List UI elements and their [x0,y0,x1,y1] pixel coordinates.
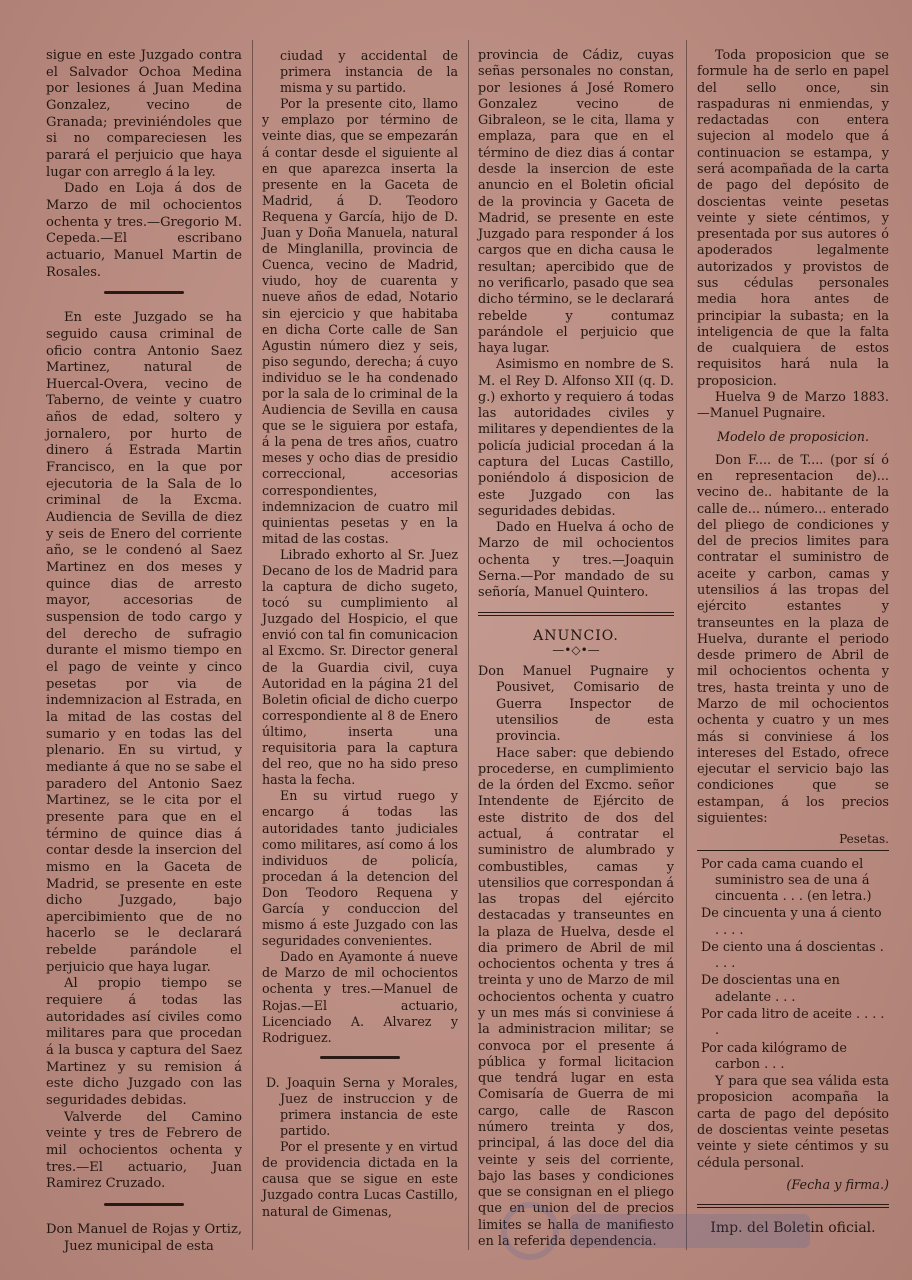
column-divider [686,40,687,1250]
col3-paragraph: Dado en Huelva á ocho de Marzo de mil ochocientos ochenta y tres.—Joaquin Serna.—Por mandado de su señoría, Manuel Quintero. [478,520,674,601]
printer-footer: Imp. del Boletin oficial. [710,1220,876,1237]
fecha-firma: (Fecha y firma.) [786,1177,889,1193]
col1-paragraph: Al propio tiempo se requiere á todas las autoridades así civiles como militares para que procedan á la busca y captura del Saez Martinez y su remision á este dicho Juzgado con las seguridades debidas. [46,976,242,1109]
col1-paragraph: Valverde del Camino veinte y tres de Febrero de mil ochocientos ochenta y tres.—El actuario, Juan Ramirez Cruzado. [46,1109,242,1192]
separator [104,1203,184,1206]
column-1 [46,48,242,1255]
col2-paragraph: D. Joaquin Serna y Morales, Juez de instruccion y de primera instancia de este partido. [266,1074,458,1139]
double-rule [697,1204,889,1208]
col4-paragraph: Y para que sea válida esta proposicion acompaña la carta de pago del depósito de doscientas veinte pesetas veinte y siete céntimos y su cédula personal. [697,1074,889,1171]
price-item: Por cada cama cuando el suministro sea de una á cincuenta . . . (en letra.) [701,856,872,905]
col2-paragraph: Dado en Ayamonte á nueve de Marzo de mil ochocientos ochenta y tres.—Manuel de Rojas.—El actuario, Licenciado A. Alvarez y Rodriguez. [262,949,458,1045]
column-3 [478,48,674,1250]
col2-paragraph: Por el presente y en virtud de providencia dictada en la causa que se sigue en este Juzgado contra Lucas Castillo, natural de Gimenas, [262,1139,458,1219]
col3-paragraph: Hace saber: que debiendo procederse, en cumplimiento de la órden del Excmo. señor Intendente de Ejército de este distrito de dos del actual, á contratar el suministro de alumbrado y combustibles, camas y utensilios que correspondan á las tropas del ejército destacadas y transeuntes en la plaza de Huelva, desde el dia primero de Abril de mil ochocientos ochenta y tres á treinta y uno de Marzo de mil ochocientos ochenta y cuatro y un mes más si conviniese á la administracion militar; se convoca por el presente á pública y formal licitacion que tendrá lugar en esta Comisaría de Guerra de mi cargo, calle de Rascon número treinta y dos, principal, á las doce del dia veinte y seis del corriente, bajo las bases y condiciones que se consignan en el pliego que en union del de precios limites se halla de manifiesto en la referida dependencia. [478,745,674,1249]
model-heading: Modelo de proposicion. [716,430,870,446]
separator [320,1056,400,1059]
col3-paragraph: Don Manuel Pugnaire y Pousivet, Comisario de Guerra Inspector de utensilios de esta provincia. [478,664,674,745]
col4-paragraph: Huelva 9 de Marzo 1883.—Manuel Pugnaire. [697,389,889,422]
col2-paragraph: ciudad y accidental de primera instancia de la misma y su partido. [280,48,458,96]
col2-paragraph: Por la presente cito, llamo y emplazo por término de veinte dias, que se empezarán á contar desde el siguiente al en que aparezca inserta la presente en la Gaceta de Madrid, á D. Teodoro Requena y García, hijo de D. Juan y Doña Manuela, natural de Minglanilla, provincia de Cuenca, vecino de Madrid, viudo, hoy de cuarenta y nueve años de edad, Notario sin ejercicio y que habitaba en dicha Corte calle de San Agustin número diez y seis, piso segundo, derecha; á cuyo individuo se le ha condenado por la sala de lo criminal de la Audiencia de Sevilla en causa que se le siguiera por estafa, á la pena de tres años, cuatro meses y ocho dias de presidio correccional, accesorias correspondientes, indemnizacion de cuatro mil quinientas pesetas y en la mitad de las costas. [262,96,458,546]
col1-paragraph: sigue en este Juzgado contra el Salvador Ochoa Medina por lesiones á Juan Medina Gonzalez, vecino de Granada; previniéndoles que si no compareciesen les parará el perjuicio que haya lugar con arreglo á la ley. [46,48,242,180]
col1-paragraph: Dado en Loja á dos de Marzo de mil ochocientos ochenta y tres.—Gregorio M. Cepeda.—El escribano actuario, Manuel Martin de Rosales. [46,181,242,280]
price-item: Por cada kilógramo de carbon . . . [701,1040,847,1072]
price-item: De doscientas una en adelante . . . [701,973,840,1005]
anuncio-ornament: —•◇•— [552,642,600,657]
price-item: De cincuenta y una á ciento . . . . [701,906,882,938]
column-divider [252,40,253,1250]
col4-paragraph: Toda proposicion que se formule ha de serlo en papel del sello once, sin raspaduras ni enmiendas, y redactadas con entera sujecion al modelo que á continuacion se estampa, y será acompañada de la carta de pago del depósito de doscientas veinte pesetas veinte y siete céntimos, y presentada por sus autores ó apoderados legalmente autorizados y provistos de sus cédulas personales media hora antes de principiar la subasta; en la inteligencia de que la falta de cualquiera de estos requisitos hará nula la proposicion. [697,48,889,389]
price-list [697,857,889,1074]
col1-paragraph: Don Manuel de Rojas y Ortiz, Juez municipal de esta [46,1221,242,1254]
col3-paragraph: Asimismo en nombre de S. M. el Rey D. Alfonso XII (q. D. g.) exhorto y requiero á todas las autoridades civiles y militares y dependientes de la policía judicial procedan á la captura del Lucas Castillo, poniéndolo á disposicion de este Juzgado con las seguridades debidas. [478,357,674,519]
col2-paragraph: Librado exhorto al Sr. Juez Decano de los de Madrid para la captura de dicho sugeto, tocó su cumplimiento al Juzgado del Hospicio, el que envió con tal fin comunicacion al Excmo. Sr. Director general de la Guardia civil, cuya Autoridad en la página 21 del Boletin oficial de dicho cuerpo correspondiente al 8 de Enero último, inserta una requisitoria para la captura del reo, que no ha sido preso hasta la fecha. [262,546,458,788]
column-2 [262,48,458,1220]
anuncio-heading: ANUNCIO. [533,627,619,644]
price-item: De ciento una á doscientas . . . . [701,939,884,972]
column-4 [697,48,889,1236]
column-divider [468,40,469,1250]
pesetas-header: Pesetas. [697,831,889,850]
col2-paragraph: En su virtud ruego y encargo á todas las autoridades tanto judiciales como militares, así como á los individuos de policía, procedan á la detencion del Don Teodoro Requena y García y conduccion del mismo á este Juzgado con las seguridades convenientes. [262,788,458,949]
col1-paragraph: En este Juzgado se ha seguido causa criminal de oficio contra Antonio Saez Martinez, natural de Huercal-Overa, vecino de Taberno, de veinte y cuatro años de edad, soltero y jornalero, por hurto de dinero á Estrada Martin Francisco, en la que por ejecutoria de la Sala de lo criminal de la Excma. Audiencia de Sevilla de diez y seis de Enero del corriente año, se le condenó al Saez Martinez en dos meses y quince dias de arresto mayor, accesorias de suspension de todo cargo y del derecho de sufragio durante el mismo tiempo en el pago de veinte y cinco pesetas por via de indemnizacion al Estrada, en la mitad de las costas del sumario y en todas las del plenario. En su virtud, y mediante á que no se sabe el paradero del Antonio Saez Martinez, se le cita por el presente para que en el término de quince dias á contar desde la insercion del mismo en la Gaceta de Madrid, se presente en este dicho Juzgado, bajo apercibimiento que de no hacerlo se le declarará rebelde parándole el perjuicio que haya lugar. [46,310,242,975]
separator [104,291,184,294]
col4-paragraph: Don F.... de T.... (por sí ó en representacion de)... vecino de.. habitante de la calle de... número... enterado del pliego de condiciones y del de precios limites para contratar el suministro de aceite y carbon, camas y utensilios á las tropas del ejército estantes y transeuntes en la plaza de Huelva, durante el periodo desde primero de Abril de mil ochocientos ochenta y tres, hasta treinta y uno de Marzo de mil ochocientos ochenta y cuatro y un mes más si conviniese á los intereses del Estado, ofrece ejecutar el servicio bajo las condiciones que se estampan, á los precios siguientes: [697,452,889,826]
col3-paragraph: provincia de Cádiz, cuyas señas personales no constan, por lesiones á José Romero Gonzalez vecino de Gibraleon, se le cita, llama y emplaza, para que en el término de diez dias á contar desde la insercion de este anuncio en el Boletin oficial de la provincia y Gaceta de Madrid, se presente en este Juzgado para responder á los cargos que en dicha causa le resultan; apercibido que de no verificarlo, pasado que sea dicho término, se le declarará rebelde y contumaz parándole el perjuicio que haya lugar. [478,48,674,357]
double-rule [478,612,674,616]
price-item: Por cada litro de aceite . . . . . [701,1007,885,1039]
